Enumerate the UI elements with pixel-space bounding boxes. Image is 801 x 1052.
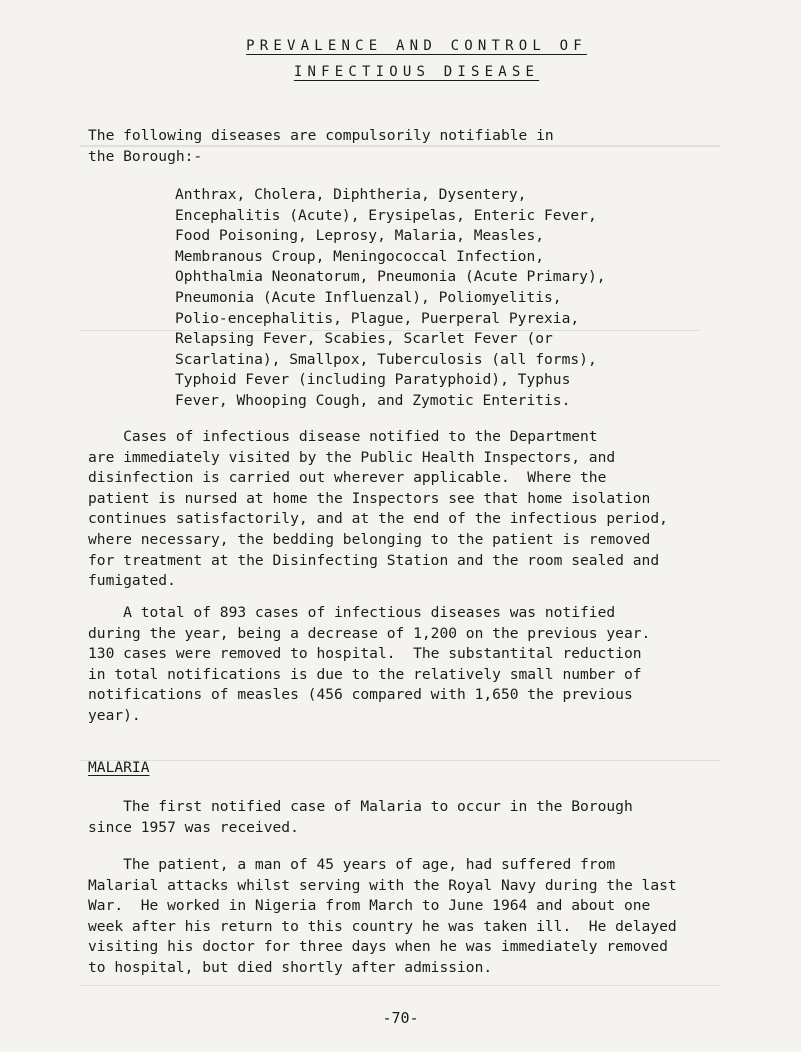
page-number: -70- bbox=[382, 1009, 419, 1027]
total-cases-paragraph: A total of 893 cases of infectious diseases was notified during the year, being a decrease of 1,200 on the previous year. 130 cases were removed to hospital. The substantital reduction in total notifications is due to the relatively small number of notifications of measles (456 compared with 1,650 the previous year). bbox=[88, 604, 651, 724]
show-through-line bbox=[80, 985, 720, 986]
page-title: PREVALENCE AND CONTROL OF bbox=[246, 38, 587, 54]
notifiable-disease-list: Anthrax, Cholera, Diphtheria, Dysentery, Encephalitis (Acute), Erysipelas, Enteric Fever, Food Poisoning, Leprosy, Malaria, Measles, Membranous Croup, Meningococcal Infection, Ophthalmia Neonatorum, Pneumonia (Acute Primary), Pneumonia (Acute Influenzal), Poliomyelitis, Polio-encephalitis, Plague, Puerperal Pyrexia, Relapsing Fever, Scabies, Scarlet Fever (or Scarlatina), Smallpox, Tuberculosis (all forms), Typhoid Fever (including Paratyphoid), Typhus Fever, Whooping Cough, and Zymotic Enteritis. bbox=[175, 186, 606, 409]
show-through-line bbox=[80, 760, 720, 761]
section-heading-malaria: MALARIA bbox=[88, 759, 150, 776]
malaria-patient-paragraph: The patient, a man of 45 years of age, had suffered from Malarial attacks whilst serving with the Royal Navy during the last War. He worked in Nigeria from March to June 1964 and about one week after his return to this country he was taken ill. He delayed visiting his doctor for three days when he was immediately removed to hospital, but died shortly after admission. bbox=[88, 856, 677, 976]
page-subtitle: INFECTIOUS DISEASE bbox=[293, 64, 540, 80]
intro-paragraph: The following diseases are compulsorily notifiable in the Borough:- bbox=[88, 127, 554, 165]
malaria-first-case-paragraph: The first notified case of Malaria to occur in the Borough since 1957 was received. bbox=[88, 798, 633, 836]
cases-paragraph: Cases of infectious disease notified to the Department are immediately visited by the Public Health Inspectors, and disinfection is carried out wherever applicable. Where the patient is nursed at home the Inspectors see that home isolation continues satisfactorily, and at the end of the infectious period, where necessary, the bedding belonging to the patient is removed for treatment at the Disinfecting Station and the room sealed and fumigated. bbox=[88, 428, 668, 590]
